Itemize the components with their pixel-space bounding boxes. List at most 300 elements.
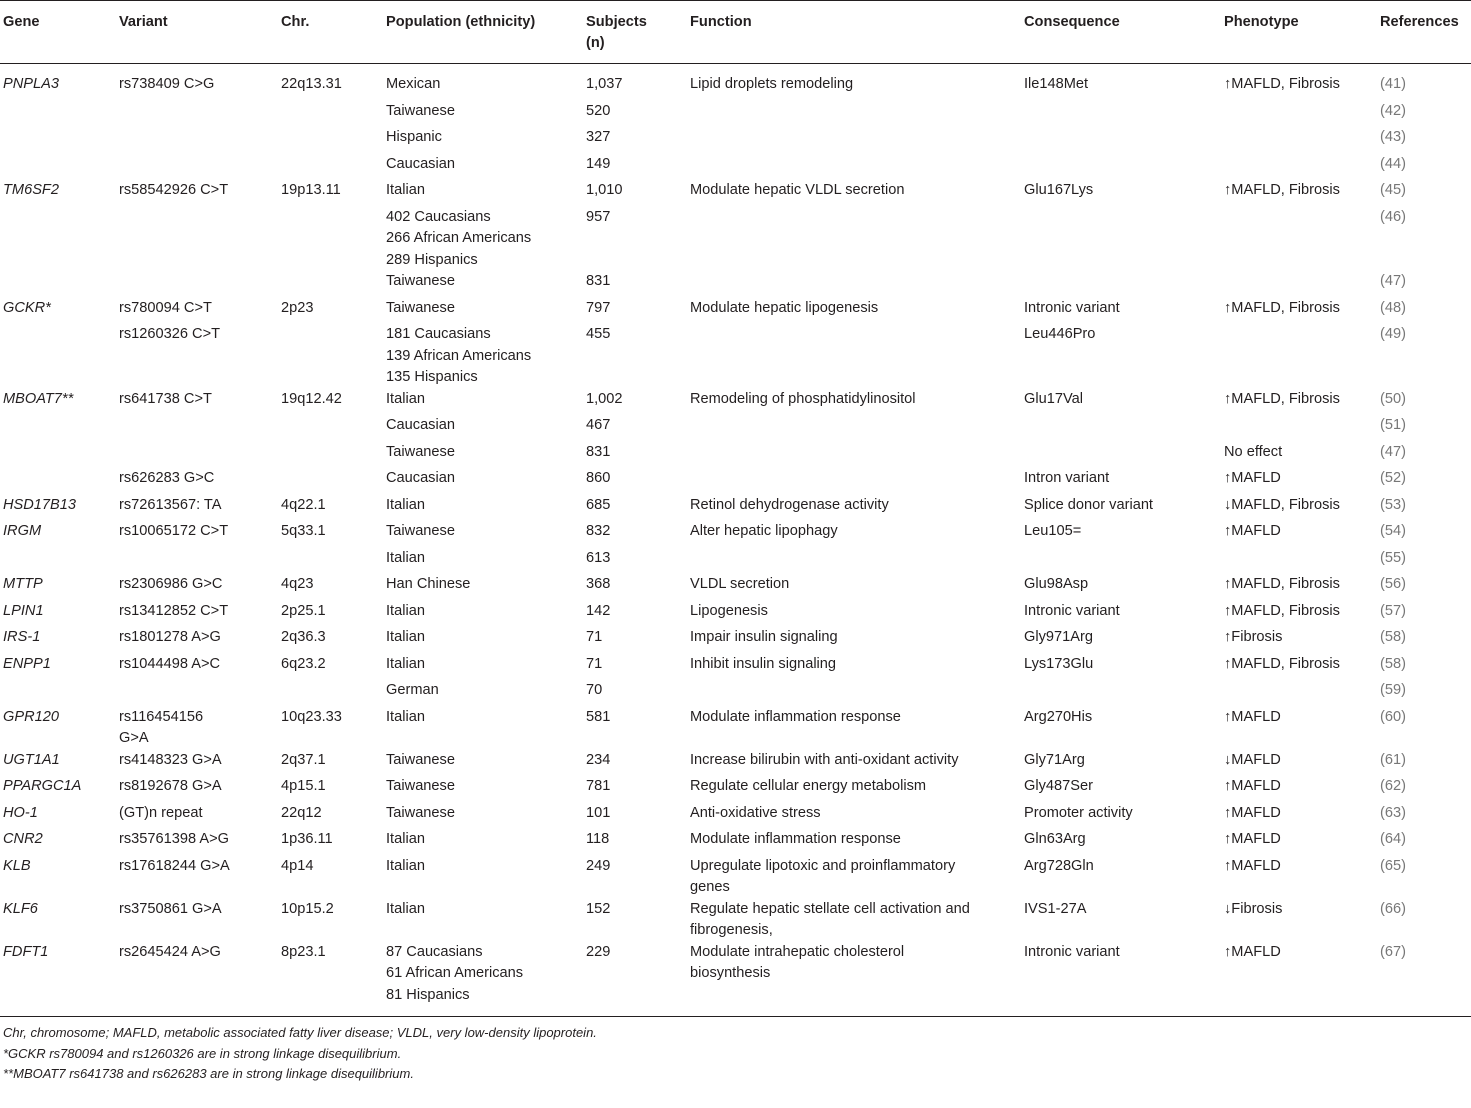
cell-variant: rs2645424 A>G (117, 942, 279, 1017)
cell-subjects: 467 (586, 417, 611, 433)
header-gene: Gene (0, 1, 117, 64)
table-row (0, 298, 1471, 325)
cell-phenotype: No effect (1224, 443, 1283, 460)
cell-consequence: Leu446Pro (1024, 326, 1096, 342)
cell-ref: (47) (1380, 273, 1406, 289)
cell-consequence: Intronic variant (1024, 602, 1120, 619)
table-row (0, 324, 1471, 389)
footnotes (0, 1017, 1471, 1085)
cell-population: Italian (386, 182, 425, 198)
cell-variant (117, 271, 279, 298)
header-phenotype: Phenotype (1222, 1, 1378, 64)
cell-population: Taiwanese (386, 804, 455, 821)
cell-variant: rs10065172 C>T (119, 523, 229, 539)
cell-gene: KLF6 (3, 900, 38, 917)
cell-gene (0, 127, 117, 154)
cell-phenotype: ↓MAFLD (1224, 751, 1281, 768)
cell-population: Italian (386, 900, 425, 917)
cell-population: Taiwanese (386, 523, 455, 539)
cell-ref: (58) (1380, 629, 1406, 645)
cell-ref: (45) (1380, 182, 1406, 198)
cell-phenotype: ↑MAFLD (1224, 804, 1281, 821)
table-row (0, 601, 1471, 628)
cell-gene (0, 207, 117, 272)
cell-function: VLDL secretion (690, 576, 790, 592)
cell-population: Taiwanese (386, 273, 455, 289)
cell-chr: 2p25.1 (281, 602, 326, 619)
cell-phenotype: ↑MAFLD (1224, 523, 1281, 539)
cell-chr (279, 415, 384, 442)
cell-population: Italian (386, 602, 425, 619)
cell-subjects: 685 (586, 496, 611, 513)
cell-consequence: Promoter activity (1024, 804, 1133, 821)
cell-function: Modulate hepatic lipogenesis (690, 299, 879, 316)
cell-subjects: 797 (586, 299, 611, 316)
cell-variant: rs780094 C>T (119, 299, 212, 316)
cell-function: Upregulate lipotoxic and proinflammatory genes (690, 857, 956, 895)
cell-gene (0, 324, 117, 389)
cell-population: 87 Caucasians 61 African Americans 81 Hispanics (384, 942, 584, 1017)
cell-variant: rs1260326 C>T (119, 326, 221, 342)
cell-chr: 4q22.1 (281, 496, 326, 513)
cell-population: Taiwanese (386, 778, 455, 794)
cell-chr (279, 101, 384, 128)
cell-chr (279, 468, 384, 495)
cell-subjects: 327 (586, 129, 611, 145)
cell-subjects: 832 (586, 523, 611, 539)
cell-population: German (386, 682, 439, 698)
cell-phenotype: ↑MAFLD, Fibrosis (1224, 299, 1340, 316)
table-row (0, 707, 1471, 750)
cell-variant: rs58542926 C>T (119, 182, 229, 198)
cell-gene: KLB (3, 857, 31, 874)
cell-function: Increase bilirubin with anti-oxidant activity (690, 751, 959, 768)
cell-ref: (62) (1380, 778, 1406, 794)
table-row (0, 574, 1471, 601)
cell-population: 181 Caucasians 139 African Americans 135 Hispanics (386, 326, 532, 385)
cell-variant: rs738409 C>G (119, 76, 215, 92)
cell-subjects: 368 (586, 576, 611, 592)
cell-consequence (1022, 680, 1222, 707)
cell-ref: (41) (1380, 76, 1406, 92)
table-row (0, 680, 1471, 707)
header-chr: Chr. (279, 1, 384, 64)
cell-function (688, 101, 1022, 128)
table-row (0, 64, 1471, 101)
cell-subjects: 831 (586, 443, 611, 460)
cell-ref: (44) (1380, 155, 1406, 172)
cell-consequence: Gly487Ser (1024, 778, 1093, 794)
cell-phenotype (1222, 415, 1378, 442)
cell-ref: (52) (1380, 470, 1406, 486)
cell-phenotype: ↑MAFLD, Fibrosis (1224, 76, 1340, 92)
cell-function: Impair insulin signaling (690, 629, 838, 645)
cell-phenotype: ↑MAFLD, Fibrosis (1224, 182, 1340, 198)
cell-function (688, 415, 1022, 442)
cell-phenotype: ↑MAFLD, Fibrosis (1224, 602, 1340, 619)
cell-variant (117, 442, 279, 469)
cell-variant: rs72613567: TA (119, 496, 222, 513)
cell-variant (117, 101, 279, 128)
cell-population: Italian (386, 496, 425, 513)
cell-ref: (43) (1380, 129, 1406, 145)
table-body (0, 64, 1471, 1017)
cell-ref: (51) (1380, 417, 1406, 433)
cell-phenotype (1222, 101, 1378, 128)
cell-variant (117, 548, 279, 575)
footnote-mboat7: **MBOAT7 rs641738 and rs626283 are in strong linkage disequilibrium. (3, 1066, 414, 1081)
cell-subjects: 142 (586, 602, 611, 619)
cell-function: Modulate hepatic VLDL secretion (690, 182, 905, 198)
cell-ref: (65) (1380, 857, 1406, 874)
cell-ref: (46) (1380, 208, 1406, 225)
cell-function (688, 154, 1022, 181)
header-references: References (1378, 1, 1471, 64)
cell-consequence: Ile148Met (1024, 76, 1089, 92)
table-row (0, 521, 1471, 548)
table-row (0, 803, 1471, 830)
table-row (0, 415, 1471, 442)
cell-consequence (1022, 101, 1222, 128)
cell-phenotype: ↑MAFLD, Fibrosis (1224, 576, 1340, 592)
cell-chr: 4q23 (281, 576, 314, 592)
cell-subjects: 152 (586, 900, 611, 917)
cell-consequence: Intron variant (1024, 470, 1110, 486)
cell-gene (0, 415, 117, 442)
table-row (0, 856, 1471, 899)
table-row (0, 271, 1471, 298)
cell-consequence: Gln63Arg (1024, 831, 1086, 847)
cell-ref: (48) (1380, 299, 1406, 316)
cell-consequence (1022, 207, 1222, 272)
cell-variant: rs116454156 G>A (119, 708, 204, 746)
cell-phenotype: ↑MAFLD (1224, 831, 1281, 847)
cell-gene: GPR120 (3, 708, 59, 725)
cell-variant: rs1044498 A>C (119, 655, 221, 672)
cell-chr (279, 271, 384, 298)
cell-subjects: 70 (586, 682, 603, 698)
cell-ref: (60) (1380, 708, 1406, 725)
cell-function: Modulate inflammation response (690, 831, 901, 847)
header-population: Population (ethnicity) (384, 1, 584, 64)
cell-consequence (1022, 415, 1222, 442)
cell-phenotype: ↑MAFLD (1224, 857, 1281, 874)
cell-population: Italian (386, 708, 425, 725)
cell-consequence (1022, 271, 1222, 298)
header-row (0, 1, 1471, 64)
cell-gene: PNPLA3 (3, 76, 59, 92)
cell-variant (117, 127, 279, 154)
cell-chr: 10p15.2 (281, 900, 334, 917)
cell-phenotype: ↑MAFLD (1224, 708, 1281, 725)
cell-subjects: 101 (586, 804, 611, 821)
table-row (0, 127, 1471, 154)
cell-function (688, 442, 1022, 469)
cell-phenotype: ↓Fibrosis (1224, 900, 1283, 917)
cell-variant: rs641738 C>T (119, 390, 212, 407)
cell-ref: (50) (1380, 390, 1406, 407)
cell-population: Caucasian (386, 155, 455, 172)
header-subjects (584, 1, 688, 64)
cell-subjects: 118 (586, 831, 610, 847)
cell-chr: 8p23.1 (279, 942, 384, 1017)
table-row (0, 654, 1471, 681)
cell-chr: 10q23.33 (281, 708, 342, 725)
cell-population: Caucasian (386, 417, 455, 433)
cell-ref: (59) (1380, 682, 1406, 698)
cell-population: 402 Caucasians 266 African Americans 289 Hispanics (386, 208, 532, 268)
cell-variant (117, 154, 279, 181)
cell-ref: (42) (1380, 102, 1406, 119)
cell-phenotype (1222, 324, 1378, 389)
cell-phenotype (1222, 548, 1378, 575)
cell-chr (279, 324, 384, 389)
cell-function: Remodeling of phosphatidylinositol (690, 390, 916, 407)
cell-chr: 4p15.1 (281, 778, 326, 794)
cell-chr (279, 680, 384, 707)
cell-function: Lipogenesis (690, 602, 768, 619)
cell-population: Italian (386, 831, 425, 847)
cell-chr (279, 442, 384, 469)
cell-chr: 1p36.11 (281, 831, 333, 847)
footnote-abbreviations: Chr, chromosome; MAFLD, metabolic associated fatty liver disease; VLDL, very low-density lipoprotein. (3, 1025, 597, 1040)
cell-function: Lipid droplets remodeling (690, 76, 854, 92)
table-row (0, 776, 1471, 803)
cell-consequence: Glu17Val (1024, 390, 1083, 407)
cell-gene: MBOAT7** (3, 390, 74, 407)
table-row (0, 899, 1471, 942)
cell-function: Modulate intrahepatic cholesterol biosynthesis (688, 942, 1022, 1017)
cell-function (688, 271, 1022, 298)
cell-ref: (61) (1380, 751, 1406, 768)
cell-chr: 5q33.1 (281, 523, 326, 539)
cell-phenotype (1222, 680, 1378, 707)
cell-population: Italian (386, 549, 425, 566)
cell-subjects: 234 (586, 751, 611, 768)
cell-phenotype: ↑MAFLD (1224, 778, 1281, 794)
cell-subjects: 613 (586, 549, 611, 566)
cell-ref: (66) (1380, 900, 1406, 917)
cell-chr: 4p14 (281, 857, 314, 874)
cell-subjects: 781 (586, 778, 611, 794)
cell-population: Italian (386, 629, 425, 645)
cell-subjects: 1,037 (586, 76, 623, 92)
cell-population: Taiwanese (386, 299, 455, 316)
cell-variant: rs626283 G>C (119, 470, 215, 486)
cell-function: Regulate hepatic stellate cell activation and fibrogenesis, (690, 900, 970, 938)
table-row (0, 548, 1471, 575)
cell-gene (0, 468, 117, 495)
cell-gene: CNR2 (3, 831, 43, 847)
cell-consequence: Intronic variant (1024, 299, 1120, 316)
cell-gene (0, 271, 117, 298)
cell-variant: (GT)n repeat (119, 804, 203, 821)
cell-chr: 2q37.1 (281, 751, 326, 768)
cell-function (688, 468, 1022, 495)
cell-ref: (63) (1380, 804, 1406, 821)
cell-chr: 22q13.31 (281, 76, 342, 92)
cell-variant: rs1801278 A>G (119, 629, 221, 645)
cell-subjects: 860 (586, 470, 611, 486)
header-subjects-text: Subjects (n) (586, 14, 647, 51)
cell-chr (279, 154, 384, 181)
cell-gene: FDFT1 (0, 942, 117, 1017)
cell-ref: (64) (1380, 831, 1406, 847)
cell-chr: 2q36.3 (281, 629, 326, 645)
cell-subjects: 1,010 (586, 182, 623, 198)
cell-ref: (53) (1380, 496, 1406, 513)
cell-ref: (58) (1380, 655, 1406, 672)
cell-consequence (1022, 548, 1222, 575)
cell-phenotype: ↑MAFLD, Fibrosis (1224, 390, 1340, 407)
cell-gene: HSD17B13 (3, 496, 77, 513)
cell-variant: rs2306986 G>C (119, 576, 223, 592)
cell-consequence: Lys173Glu (1024, 655, 1094, 672)
cell-ref: (49) (1380, 326, 1406, 342)
cell-variant: rs4148323 G>A (119, 751, 222, 768)
cell-chr: 6q23.2 (281, 655, 326, 672)
cell-gene (0, 101, 117, 128)
cell-ref: (56) (1380, 576, 1406, 592)
cell-variant: rs17618244 G>A (119, 857, 230, 874)
cell-variant: rs35761398 A>G (119, 831, 229, 847)
cell-consequence: Glu167Lys (1024, 182, 1094, 198)
cell-chr: 19q12.42 (281, 390, 342, 407)
cell-function: Anti-oxidative stress (690, 804, 821, 821)
cell-population: Taiwanese (386, 751, 455, 768)
cell-gene: ENPP1 (3, 655, 51, 672)
cell-function: Inhibit insulin signaling (690, 655, 837, 672)
table-row (0, 627, 1471, 654)
cell-population: Taiwanese (386, 102, 455, 119)
cell-population: Italian (386, 655, 425, 672)
cell-consequence (1022, 154, 1222, 181)
cell-subjects: 831 (586, 273, 611, 289)
cell-consequence: Glu98Asp (1024, 576, 1089, 592)
cell-gene: HO-1 (3, 804, 38, 821)
cell-population: Italian (386, 390, 425, 407)
cell-function (688, 680, 1022, 707)
cell-phenotype: ↑MAFLD (1222, 942, 1378, 1017)
cell-gene (0, 442, 117, 469)
cell-population: Hispanic (386, 129, 442, 145)
cell-ref: (55) (1380, 549, 1406, 566)
cell-gene: UGT1A1 (3, 751, 60, 768)
footnote-gckr: *GCKR rs780094 and rs1260326 are in strong linkage disequilibrium. (3, 1045, 402, 1061)
cell-ref: (54) (1380, 523, 1406, 539)
cell-gene: GCKR* (3, 299, 51, 316)
table-row (0, 750, 1471, 777)
cell-ref: (57) (1380, 602, 1406, 619)
cell-phenotype: ↑MAFLD (1224, 470, 1281, 486)
cell-consequence (1022, 127, 1222, 154)
cell-function (688, 127, 1022, 154)
cell-phenotype: ↓MAFLD, Fibrosis (1224, 496, 1340, 513)
table-row (0, 829, 1471, 856)
cell-phenotype (1222, 271, 1378, 298)
cell-subjects: 1,002 (586, 390, 623, 407)
table-row (0, 495, 1471, 522)
header-variant: Variant (117, 1, 279, 64)
cell-ref: (47) (1380, 443, 1406, 460)
cell-chr: 19p13.11 (281, 182, 341, 198)
cell-population: Han Chinese (386, 576, 471, 592)
cell-subjects: 71 (586, 655, 603, 672)
cell-chr (279, 207, 384, 272)
cell-variant (117, 680, 279, 707)
cell-consequence: Leu105= (1024, 523, 1082, 539)
cell-function (688, 324, 1022, 389)
cell-variant (117, 415, 279, 442)
header-function: Function (688, 1, 1022, 64)
cell-consequence: IVS1-27A (1024, 900, 1087, 917)
table-row (0, 101, 1471, 128)
table-row (0, 180, 1471, 207)
cell-consequence: Arg270His (1024, 708, 1093, 725)
cell-consequence: Gly971Arg (1024, 629, 1093, 645)
cell-function: Regulate cellular energy metabolism (690, 778, 927, 794)
table-row (0, 207, 1471, 272)
cell-function: Alter hepatic lipophagy (690, 523, 838, 539)
cell-function: Modulate inflammation response (690, 708, 901, 725)
table-row (0, 942, 1471, 1017)
cell-gene: IRS-1 (3, 629, 41, 645)
table-row (0, 154, 1471, 181)
cell-population: Taiwanese (386, 443, 455, 460)
cell-population: Italian (386, 857, 425, 874)
cell-consequence: Splice donor variant (1024, 496, 1153, 513)
cell-phenotype (1222, 207, 1378, 272)
cell-subjects: 149 (586, 155, 611, 172)
cell-variant: rs8192678 G>A (119, 778, 222, 794)
cell-consequence: Gly71Arg (1024, 751, 1085, 768)
cell-gene (0, 154, 117, 181)
cell-gene (0, 680, 117, 707)
cell-function (688, 207, 1022, 272)
cell-phenotype (1222, 127, 1378, 154)
cell-consequence: Arg728Gln (1024, 857, 1094, 874)
cell-phenotype: ↑Fibrosis (1224, 629, 1283, 645)
cell-chr: 22q12 (281, 804, 322, 821)
cell-subjects: 229 (584, 942, 688, 1017)
cell-population: Caucasian (386, 470, 455, 486)
cell-gene: LPIN1 (3, 602, 44, 619)
cell-subjects: 249 (586, 857, 611, 874)
cell-subjects: 957 (586, 208, 611, 225)
cell-chr (279, 127, 384, 154)
cell-gene: IRGM (3, 523, 42, 539)
cell-chr (279, 548, 384, 575)
cell-subjects: 581 (586, 708, 611, 725)
cell-gene: PPARGC1A (3, 778, 82, 794)
cell-subjects: 71 (586, 629, 603, 645)
table-row (0, 468, 1471, 495)
cell-consequence: Intronic variant (1022, 942, 1222, 1017)
cell-gene: MTTP (3, 576, 43, 592)
cell-population: Mexican (386, 76, 441, 92)
header-consequence: Consequence (1022, 1, 1222, 64)
cell-function: Retinol dehydrogenase activity (690, 496, 889, 513)
cell-ref: (67) (1378, 942, 1471, 1017)
cell-gene (0, 548, 117, 575)
cell-consequence (1022, 442, 1222, 469)
cell-variant: rs13412852 C>T (119, 602, 229, 619)
cell-variant (117, 207, 279, 272)
cell-function (688, 548, 1022, 575)
cell-subjects: 455 (586, 326, 611, 342)
cell-chr: 2p23 (281, 299, 314, 316)
table-row (0, 389, 1471, 416)
